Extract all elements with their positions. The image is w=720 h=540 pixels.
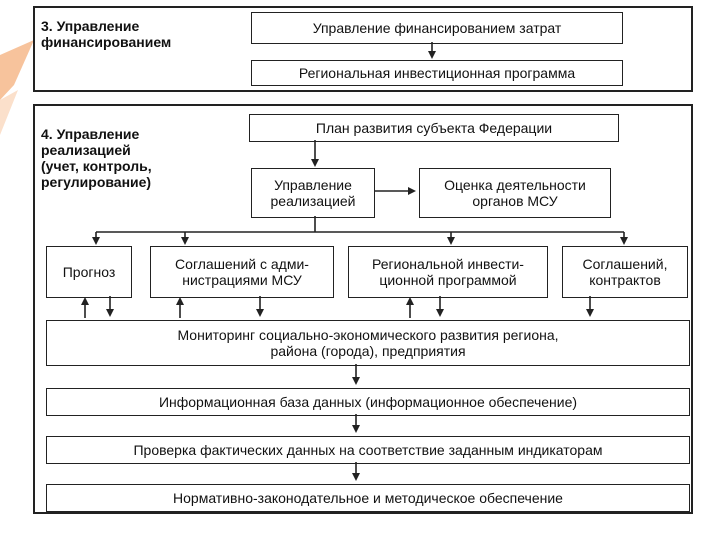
box-information-database: Информационная база данных (информационное обеспечение) [46,388,690,416]
box-regional-investment-program: Региональная инвестиционная программа [251,60,623,86]
section-title: 4. Управление реализацией (учет, контроль, регулирование) [41,126,152,190]
box-cost-financing-management: Управление финансированием затрат [251,12,623,44]
box-msu-assessment: Оценка деятельности органов МСУ [419,168,611,218]
box-regional-program: Региональной инвести- ционной программой [348,246,548,298]
box-federation-subject-plan: План развития субъекта Федерации [249,114,619,142]
box-agreements-msu: Соглашений с адми- нистрациями МСУ [150,246,334,298]
section-title: 3. Управление финансированием [41,18,172,50]
box-forecast: Прогноз [46,246,132,298]
box-implementation-management: Управление реализацией [251,168,375,218]
box-contracts: Соглашений, контрактов [562,246,688,298]
box-monitoring: Мониторинг социально-экономического развития региона, района (города), предприятия [46,320,690,366]
box-legal-methodological-support: Нормативно-законодательное и методическое обеспечение [46,484,690,512]
box-data-verification: Проверка фактических данных на соответствие заданным индикаторам [46,436,690,464]
